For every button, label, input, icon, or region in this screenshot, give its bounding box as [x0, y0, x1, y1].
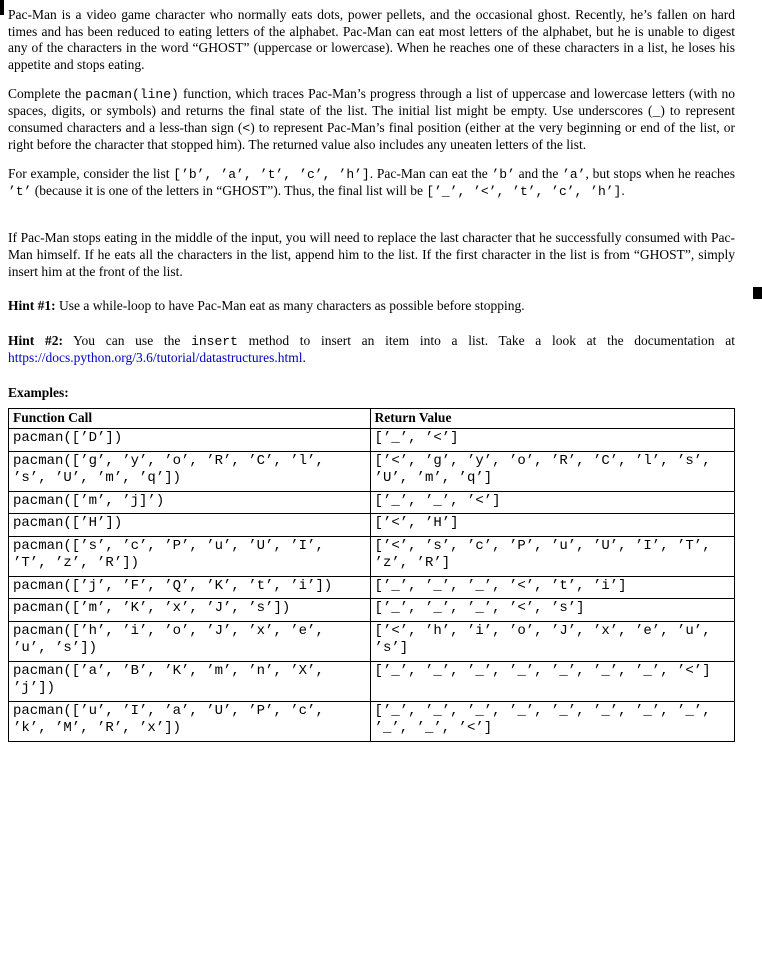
text-segment: ) to represent Pac-Man’s final position (either at the very beginning or end of the list, or right before the character that stopped him). The returned value also includes any uneaten letters of the list.	[8, 120, 735, 153]
return-value-cell: [’_’, ’<’]	[370, 429, 734, 452]
column-header-function-call: Function Call	[9, 409, 371, 429]
hint-2-label: Hint #2:	[8, 333, 63, 349]
hint-2	[8, 333, 735, 367]
table-row	[9, 429, 735, 452]
document-page	[8, 7, 735, 742]
text-segment: If Pac-Man stops eating in the middle of the input, you will need to replace the last character that he successfully consumed with Pac-Man himself. If he eats all the characters in the list, append him to the list. If the first character in the list is from “GHOST”, simply insert him at the front of the list.	[8, 230, 735, 279]
function-call-cell: pacman([’m’, ’K’, ’x’, ’J’, ’s’])	[9, 599, 371, 622]
text-segment: and the	[514, 166, 563, 181]
code-final-list: [’_’, ’<’, ’t’, ’c’, ’h’]	[426, 184, 622, 200]
function-call-cell: pacman([’a’, ’B’, ’K’, ’m’, ’n’, ’X’, ’j’])	[9, 661, 371, 701]
function-call-cell: pacman([’H’])	[9, 514, 371, 537]
text-segment: Complete the	[8, 85, 86, 101]
function-call-cell: pacman([’g’, ’y’, ’o’, ’R’, ’C’, ’l’, ’s’, ’U’, ’m’, ’q’])	[9, 451, 371, 491]
text-segment: For example, consider the list	[8, 166, 174, 181]
function-call-cell: pacman([’j’, ’F’, ’Q’, ’K’, ’t’, ’i’])	[9, 576, 371, 599]
text-segment: . Pac-Man can eat the	[369, 166, 492, 181]
hint-1-label: Hint #1:	[8, 298, 56, 314]
code-less-than: <	[242, 121, 251, 137]
paragraph-intro	[8, 7, 735, 74]
code-insert-method: insert	[191, 334, 238, 350]
table-row	[9, 451, 735, 491]
function-call-cell: pacman([’m’, ’j]’)	[9, 491, 371, 514]
table-row	[9, 701, 735, 741]
table-header-row	[9, 409, 735, 429]
hint-1	[8, 298, 735, 315]
return-value-cell: [’<’, ’s’, ’c’, ’P’, ’u’, ’U’, ’I’, ’T’, ’z’, ’R’]	[370, 536, 734, 576]
table-row	[9, 536, 735, 576]
text-segment: method to insert an item into a list. Take a look at the documentation at	[237, 333, 735, 349]
table-row	[9, 514, 735, 537]
paragraph-rules	[8, 230, 735, 280]
examples-heading: Examples:	[8, 385, 69, 400]
code-char-t: ’t’	[8, 184, 32, 200]
function-call-cell: pacman([’D’])	[9, 429, 371, 452]
change-bar-right	[753, 287, 762, 299]
return-value-cell: [’_’, ’_’, ’<’]	[370, 491, 734, 514]
return-value-cell: [’<’, ’h’, ’i’, ’o’, ’J’, ’x’, ’e’, ’u’, ’s’]	[370, 621, 734, 661]
code-char-b: ’b’	[491, 167, 515, 182]
paragraph-example	[8, 166, 735, 200]
text-segment: .	[621, 183, 625, 199]
column-header-return-value: Return Value	[370, 409, 734, 429]
return-value-cell: [’<’, ’g’, ’y’, ’o’, ’R’, ’C’, ’l’, ’s’, ’U’, ’m’, ’q’]	[370, 451, 734, 491]
datastructures-doc-link[interactable]: https://docs.python.org/3.6/tutorial/datastructures.html	[8, 350, 303, 366]
return-value-cell: [’_’, ’_’, ’_’, ’_’, ’_’, ’_’, ’_’, ’_’, ’_’, ’_’, ’<’]	[370, 701, 734, 741]
text-segment: You can use the	[62, 333, 192, 349]
text-segment: (because it is one of the letters in “GHOST”). Thus, the final list will be	[31, 183, 427, 199]
table-row	[9, 621, 735, 661]
table-row	[9, 491, 735, 514]
text-segment: , but stops when he reaches	[585, 166, 735, 181]
text-segment: Use a while-loop to have Pac-Man eat as many characters as possible before stopping.	[55, 298, 525, 314]
return-value-cell: [’_’, ’_’, ’_’, ’_’, ’_’, ’_’, ’_’, ’<’]	[370, 661, 734, 701]
text-segment: Pac-Man is a video game character who normally eats dots, power pellets, and the occasional ghost. Recently, he’s fallen on hard times and has been reduced to eating letters of the alphabet. Pac-Man can eat most letters of the alphabet, but he is unable to digest any of the characters in the word “GHOST” (uppercase or lowercase). When he reaches one of these characters in a list, he loses his appetite and stops eating.	[8, 7, 735, 73]
examples-table	[8, 408, 735, 742]
change-bar-left	[0, 0, 4, 15]
function-call-cell: pacman([’s’, ’c’, ’P’, ’u’, ’U’, ’I’, ’T’, ’z’, ’R’])	[9, 536, 371, 576]
table-row	[9, 576, 735, 599]
text-segment: .	[302, 350, 306, 366]
paragraph-task-description	[8, 86, 735, 154]
code-char-a: ’a’	[562, 167, 586, 182]
return-value-cell: [’_’, ’_’, ’_’, ’<’, ’s’]	[370, 599, 734, 622]
text-segment: function, which traces Pac-Man’s progress through a list of uppercase and lowercase letters (with no spaces, digits, or symbols) and returns the final state of the list. The initial list might be empty. Use underscores (	[8, 85, 735, 119]
table-row	[9, 599, 735, 622]
code-example-list: [’b’, ’a’, ’t’, ’c’, ’h’]	[173, 167, 370, 182]
return-value-cell: [’_’, ’_’, ’_’, ’<’, ’t’, ’i’]	[370, 576, 734, 599]
function-call-cell: pacman([’u’, ’I’, ’a’, ’U’, ’P’, ’c’, ’k’, ’M’, ’R’, ’x’])	[9, 701, 371, 741]
table-row	[9, 661, 735, 701]
text-segment: ) to represent consumed characters and a less-than sign (	[8, 103, 735, 136]
return-value-cell: [’<’, ’H’]	[370, 514, 734, 537]
code-underscore: _	[652, 104, 661, 120]
code-pacman-line: pacman(line)	[85, 86, 179, 102]
function-call-cell: pacman([’h’, ’i’, ’o’, ’J’, ’x’, ’e’, ’u’, ’s’])	[9, 621, 371, 661]
